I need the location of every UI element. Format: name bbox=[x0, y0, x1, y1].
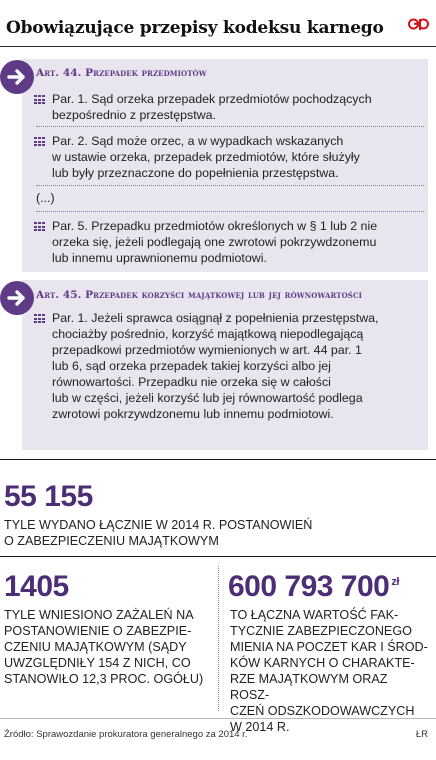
currency-unit: zł bbox=[391, 576, 399, 588]
stat-total-description: TYLE WYDANO ŁĄCZNIE W 2014 R. POSTANOWIEŃ O ZABEZPIECZENIU MAJĄTKOWYM bbox=[4, 518, 313, 548]
stat-total-value: 55 155 bbox=[4, 480, 93, 513]
paragraph-bullet-icon bbox=[34, 95, 45, 104]
section-divider bbox=[0, 459, 436, 460]
paragraph-bullet-icon bbox=[34, 314, 45, 323]
stat-complaints-value: 1405 bbox=[4, 570, 69, 603]
source-note: Źródło: Sprawozdanie prokuratora generalnego za 2014 r. bbox=[4, 729, 248, 740]
column-divider bbox=[218, 566, 219, 711]
article-45-paragraph-1: Par. 1. Jeżeli sprawca osiągnął z popełnienia przestępstwa, chociażby pośrednio, korzyść majątkową niepodlegającą przepadkowi przedmiotów wymienionych w art. 44 par. 1 lub 6, sąd orzeka przepadek takiej korzyści albo jej równowartości. Przepadku nie orzeka się w całości lub w części, jeżeli korzyść lub jej równowartość podlega zwrotowi pokrzywdzonemu lub innemu podmiotowi. bbox=[52, 311, 379, 421]
article-44-heading: Art. 44. Przepadek przedmiotów bbox=[36, 67, 207, 79]
article-44-ellipsis: (...) bbox=[36, 191, 55, 205]
article-45-heading: Art. 45. Przepadek korzyści majątkowej lub jej równowartości bbox=[36, 289, 363, 301]
separator bbox=[36, 185, 424, 186]
title-divider bbox=[0, 46, 436, 47]
article-44-paragraph-2: Par. 2. Sąd może orzec, a w wypadkach wskazanych w ustawie orzeka, przepadek przedmiotów, które służyły lub były przeznaczone do popełnienia przestępstwa. bbox=[52, 134, 360, 180]
arrow-right-icon bbox=[0, 60, 34, 94]
article-44-paragraph-1: Par. 1. Sąd orzeka przepadek przedmiotów pochodzących bezpośrednio z przestępstwa. bbox=[52, 92, 372, 122]
gp-logo-icon bbox=[408, 17, 428, 31]
paragraph-bullet-icon bbox=[34, 222, 45, 231]
section-divider bbox=[0, 556, 436, 557]
stat-amount-description: TO ŁĄCZNA WARTOŚĆ FAK- TYCZNIE ZABEZPIECZONEGO MIENIA NA POCZET KAR I ŚROD- KÓW KARNYCH O CHARAKTE- RZE MAJĄTKOWYM ORAZ ROSZ- CZEŃ ODSZKODOWAWCZYCH W 2014 R. bbox=[230, 608, 428, 734]
page-title: Obowiązujące przepisy kodeksu karnego bbox=[6, 18, 384, 38]
footer-divider bbox=[0, 718, 436, 719]
article-44-paragraph-5: Par. 5. Przepadku przedmiotów określonych w § 1 lub 2 nie orzeka się, jeżeli podlegają one zwrotowi pokrzywdzonemu lub innemu uprawnionemu podmiotowi. bbox=[52, 219, 378, 265]
author-initials: ŁR bbox=[415, 729, 428, 740]
paragraph-bullet-icon bbox=[34, 137, 45, 146]
stat-complaints-description: TYLE WNIESIONO ZAŻALEŃ NA POSTANOWIENIE O ZABEZPIE- CZENIU MAJĄTKOWYM (SĄDY UWZGLĘDNIŁY 154 Z NICH, CO STANOWIŁO 12,3 PROC. OGÓŁU) bbox=[4, 608, 204, 686]
separator bbox=[36, 126, 424, 127]
header bbox=[0, 0, 436, 50]
arrow-right-icon bbox=[0, 281, 34, 315]
separator bbox=[36, 211, 424, 212]
stat-amount-value: 600 793 700 $^{zł}$ bbox=[228, 570, 399, 603]
